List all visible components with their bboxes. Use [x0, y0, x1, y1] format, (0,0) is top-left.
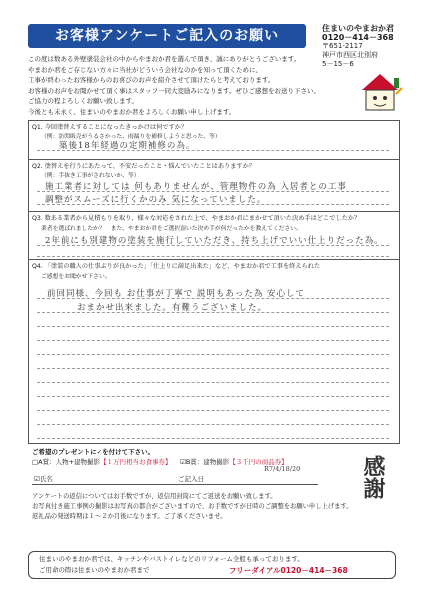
answer-text: おまかせ出来ました。有難うございました。 [77, 303, 268, 313]
footer-dial: フリーダイアル0120－414－368 [229, 566, 348, 575]
note-line: アンケートの返信についてはお手数ですが、返信用封筒にてご返送をお願い致します。 [32, 493, 277, 500]
intro-line: ご協力の程よろしくお願い致します。 [28, 97, 138, 105]
mascot-house-icon [356, 70, 404, 114]
option-b-prize: 【３千円の商品券】 [229, 458, 288, 466]
option-a-label: □A賞：人物+建物撮影 [32, 458, 101, 466]
intro-line: 今後とも末永く、住まいのやまおか君をよろしくお願い申し上げます。 [28, 107, 236, 116]
answer-line [37, 326, 389, 327]
answer-line [37, 368, 389, 369]
answer-line [37, 396, 389, 397]
question-1 [29, 121, 399, 159]
present-option-a[interactable] [32, 458, 172, 467]
question-example: （例：訪問販売がうるさかった、雨漏りを補修しようと思った、等） [41, 134, 221, 140]
note-line: 返礼品の発送時期は１～２か月後になります。ご了承くださいませ。 [32, 513, 227, 520]
question-label-cont: 業者を選ばれましたか？ また、やまおか君をご選択頂いた決め手が何だったかを教えてください。 [41, 226, 302, 232]
question-4 [29, 259, 399, 444]
questions-box [28, 120, 400, 444]
name-date-row [32, 465, 318, 485]
date-value: R7/4/18/20 [264, 465, 301, 473]
intro-text [28, 54, 354, 117]
notes-section [32, 492, 353, 522]
company-postal: 〒651-2117 [322, 42, 363, 50]
option-a-prize: 【１万円相当お食事券】 [100, 458, 172, 466]
question-label: Q3. 数ある業者から見積もりを取り、様々な対応をされた上で、やまおか君にまかせて頂いた決め手はどこでしたか？ [32, 215, 361, 222]
company-address-2: 5－15－6 [322, 60, 354, 68]
company-phone: 0120－414－368 [322, 33, 394, 42]
footer-line-2: ご用命の際は住まいのやまおか君まで [39, 566, 150, 574]
present-heading: ご希望のプレゼントに✓を付けて下さい。 [32, 448, 155, 456]
answer-line [37, 354, 389, 355]
note-line: お写真付き施工事例の撮影はお写真の都合がございますので、お手数ですが日時のご調整をお願い申し上げます。 [32, 503, 353, 510]
answer-line [37, 424, 389, 425]
question-label-cont: ご感想をお聞かせ下さい。 [41, 274, 111, 280]
answer-line [37, 382, 389, 383]
page-title: お客様アンケートご記入のお願い [28, 24, 306, 48]
intro-line: お客様のお声をお聞かせて頂く事はスタッフ一同大変励みになります。ぜひご感想をお送り下さい。 [28, 86, 320, 95]
footer-line-1: 住まいのやまおか君では、キッチンやバストイレなどのリフォーム全般も承っております。 [39, 555, 304, 563]
date-label: ご記入日 [178, 475, 204, 483]
company-name: 住まいのやまおか君 [322, 24, 394, 33]
answer-line [37, 438, 389, 439]
answer-text: 2年前にも別建物の塗装を施行していただき、持ち上げでいい仕上りだった為。 [45, 236, 384, 246]
question-label: Q1. 今回塗替えすることになったきっかけは何ですか？ [32, 124, 188, 131]
answer-text: 調整がスムーズに行くかのみ 気になっていました。 [45, 195, 267, 205]
answer-text: 施工業者に対しては 何もありませんが、管理物件の為 入居者との工事 [45, 182, 347, 192]
footer-box [28, 551, 396, 579]
intro-line: この度は数ある外壁塗装会社の中からやまおか君を選んで頂き、誠にありがとうございます。 [28, 55, 301, 63]
intro-line: やまおか君をご存じない方々に当社がどういう会社なのかを知って頂くために、 [28, 65, 262, 74]
question-2 [29, 159, 399, 212]
name-label: ☑氏名 [34, 475, 53, 483]
answer-line [37, 410, 389, 411]
kansha-stamp: 感謝 [360, 455, 386, 499]
company-address-1: 神戸市西区北別府 [322, 51, 378, 59]
question-example: （例：手抜き工事がされないか、等） [41, 173, 140, 179]
intro-line: 工事が終わったお客様からのお喜びのお声を紹介させて頂けたらと考えております。 [28, 76, 275, 84]
option-b-label: ☑B賞：建物撮影 [180, 458, 230, 466]
question-label: Q2. 塗替えを行うにあたって、不安だったこと・悩んでいたことはありますか？ [32, 163, 255, 170]
answer-line [37, 256, 389, 257]
question-label: Q4. 「塗装の職人の仕事ぶりが良かった」「仕上りに満足出来た」など、やまおか君で工事を終えられた [32, 263, 321, 270]
answer-text: 築後18年経過の定期補修の為。 [59, 141, 196, 151]
answer-line [37, 340, 389, 341]
question-3 [29, 211, 399, 260]
answer-text: 前回同様、今回も お仕事が丁寧で 説明もあった為 安心して [47, 289, 306, 299]
